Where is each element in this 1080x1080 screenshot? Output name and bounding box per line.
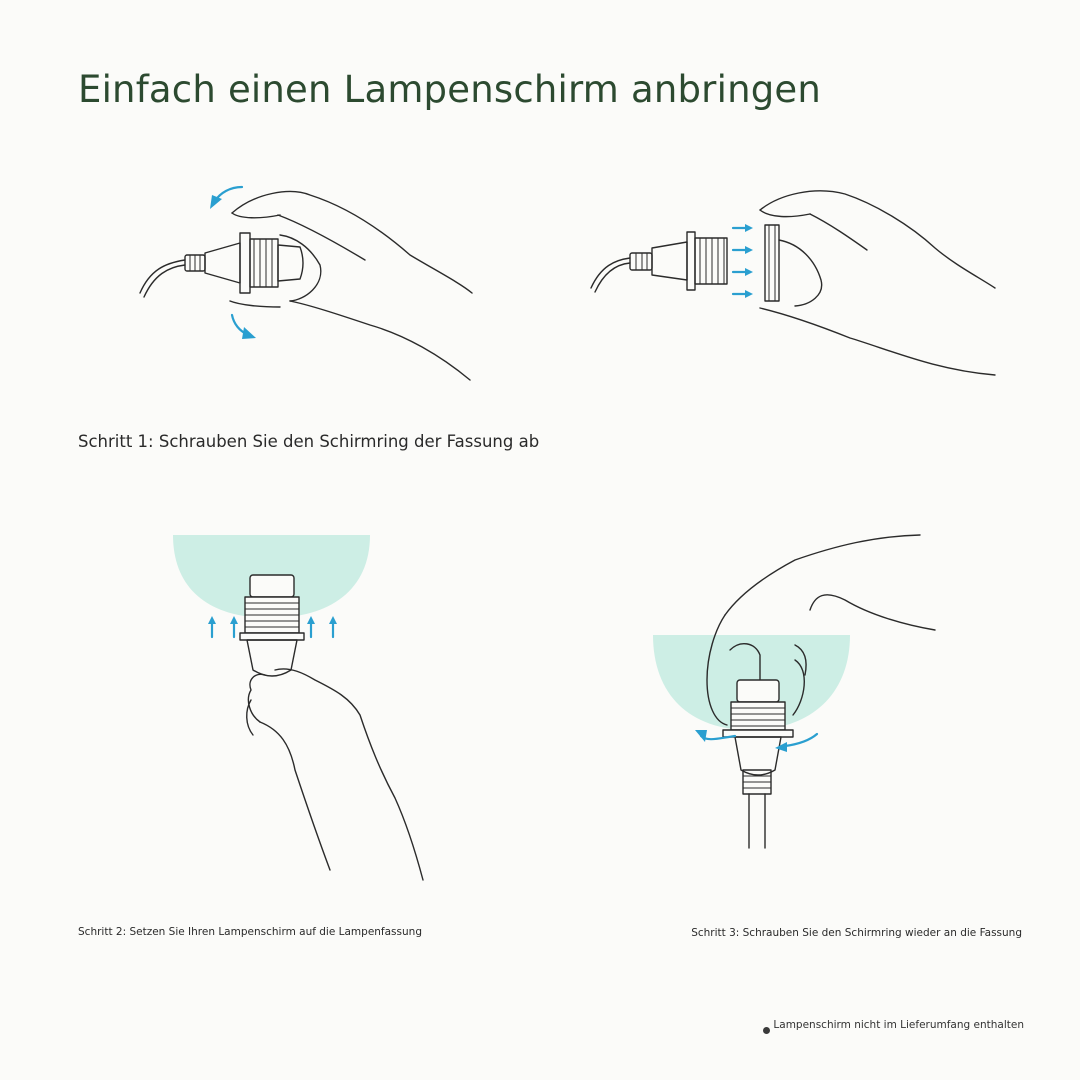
step1-unscrew-illustration xyxy=(130,175,490,390)
step3-caption: Schritt 3: Schrauben Sie den Schirmring wieder an die Fassung xyxy=(691,927,1022,939)
step1-caption: Schritt 1: Schrauben Sie den Schirmring der Fassung ab xyxy=(78,432,540,451)
step2-place-shade-illustration xyxy=(165,530,435,890)
footnote: Lampenschirm nicht im Lieferumfang enthalten xyxy=(773,1019,1024,1031)
step2-caption: Schritt 2: Setzen Sie Ihren Lampenschirm auf die Lampenfassung xyxy=(78,926,422,938)
step1-ring-removed-illustration xyxy=(585,180,1005,385)
step3-screw-ring-illustration xyxy=(645,530,945,850)
page-title: Einfach einen Lampenschirm anbringen xyxy=(78,68,822,111)
bullet-dot-icon xyxy=(763,1027,770,1034)
